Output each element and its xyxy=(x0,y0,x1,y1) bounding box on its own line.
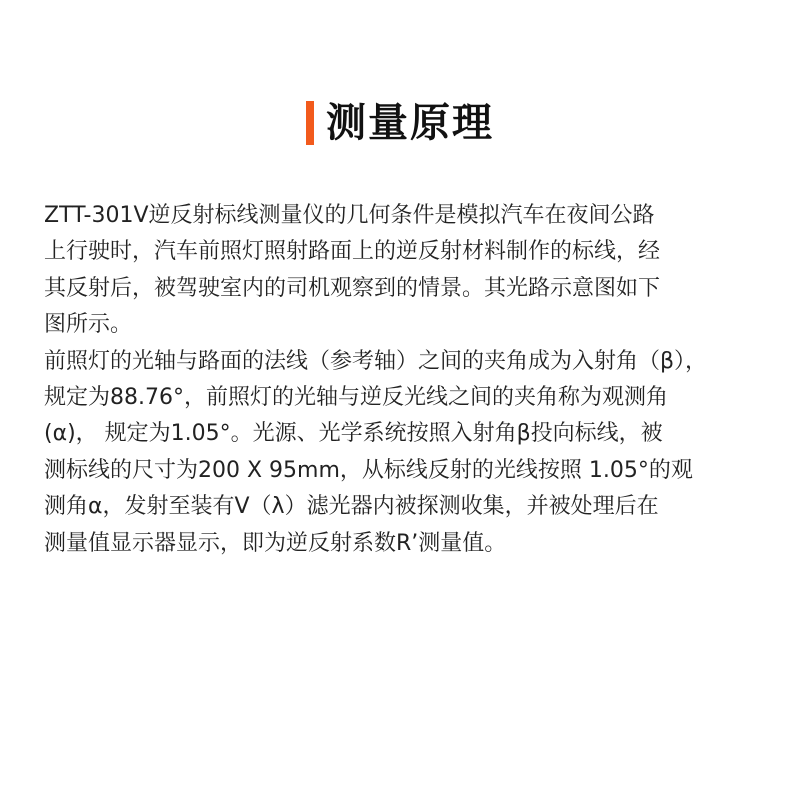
paragraph-geometry xyxy=(44,198,766,344)
body-content xyxy=(44,198,766,562)
text-line: 规定为88.76°，前照灯的光轴与逆反光线之间的夹角称为观测角 xyxy=(44,385,668,411)
text-line: ZTT-301V逆反射标线测量仪的几何条件是模拟汽车在夜间公路 xyxy=(44,203,655,228)
paragraph-angles xyxy=(44,344,766,562)
text-line: 测角α，发射至装有V（λ）滤光器内被探测收集，并被处理后在 xyxy=(44,494,659,520)
text-line: (α)， 规定为1.05°。光源、光学系统按照入射角β投向标线，被 xyxy=(44,421,663,447)
text-line: 图所示。 xyxy=(44,312,133,338)
section-header xyxy=(0,96,800,150)
text-line: 上行驶时，汽车前照灯照射路面上的逆反射材料制作的标线，经 xyxy=(44,239,661,265)
text-line: 前照灯的光轴与路面的法线（参考轴）之间的夹角成为入射角（β）， xyxy=(44,348,708,374)
page-title: 测量原理 xyxy=(326,100,494,146)
text-line: 测标线的尺寸为200 X 95mm，从标线反射的光线按照 1.05°的观 xyxy=(44,457,693,483)
text-line: 其反射后，被驾驶室内的司机观察到的情景。其光路示意图如下 xyxy=(44,275,661,301)
text-line: 测量值显示器显示，即为逆反射系数R’测量值。 xyxy=(44,530,507,556)
title-accent-bar xyxy=(306,101,314,145)
